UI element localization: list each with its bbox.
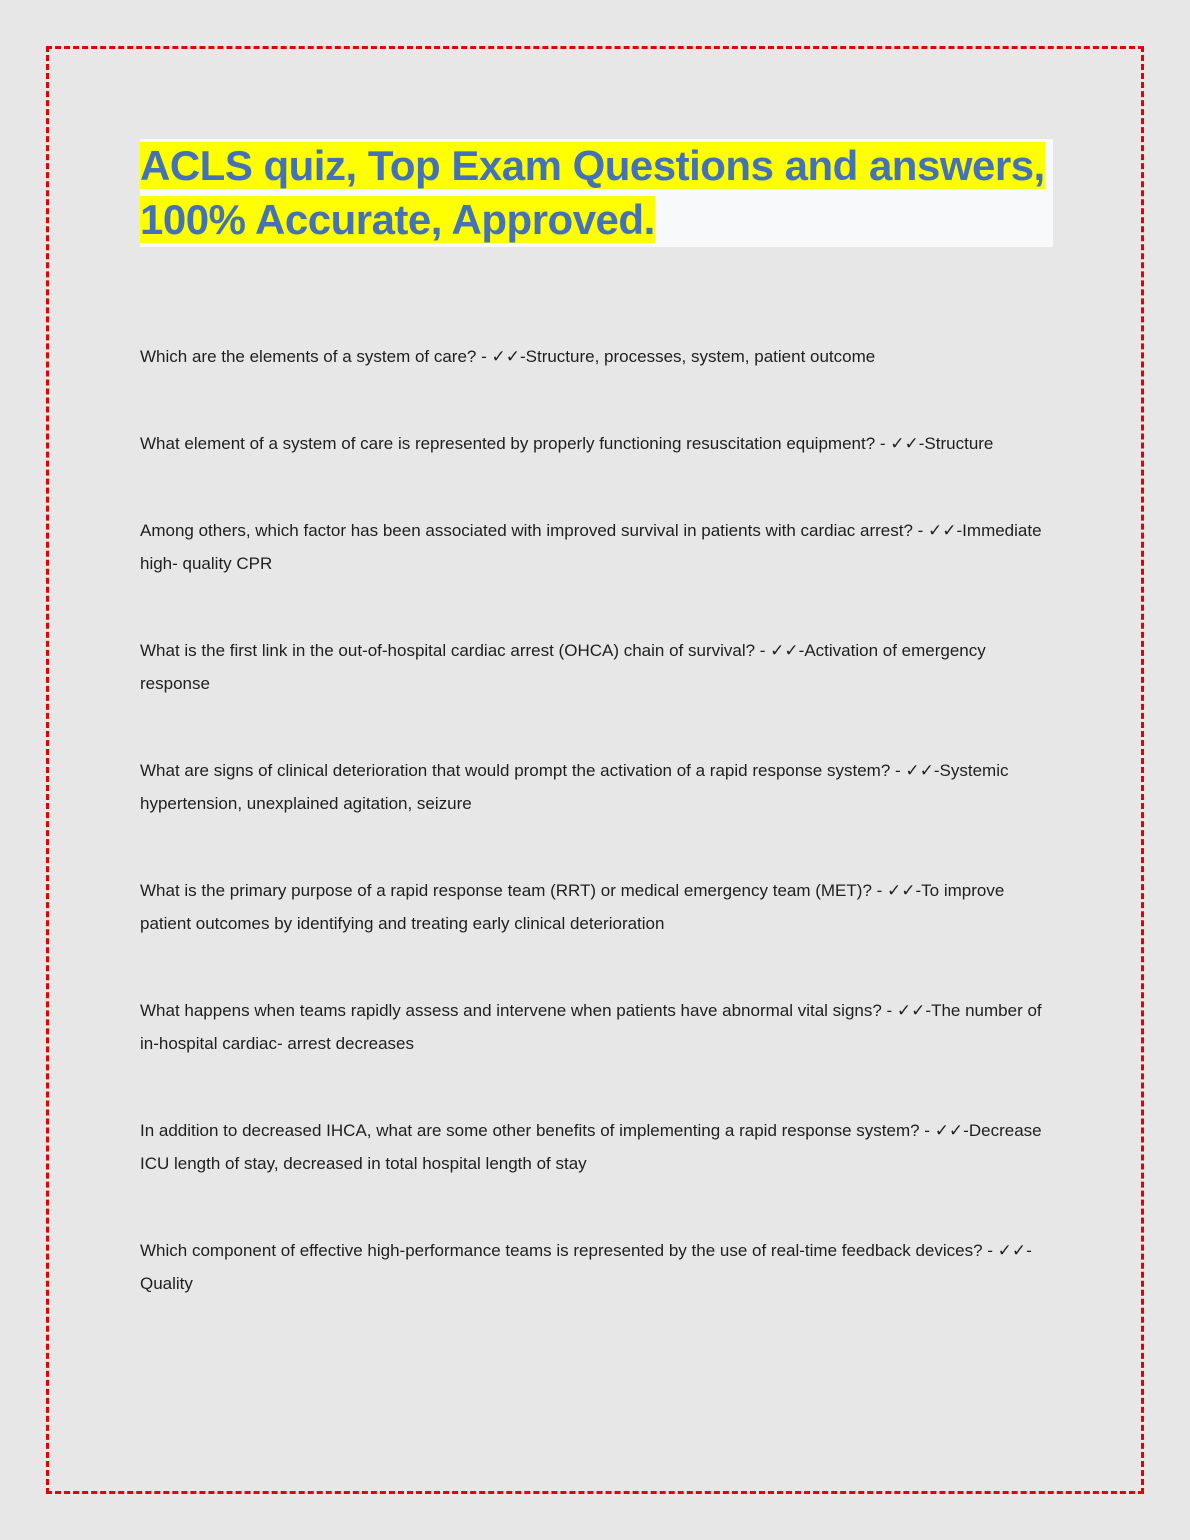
- title-highlight: ACLS quiz, Top Exam Questions and answers, 100% Accurate, Approved.: [140, 142, 1045, 243]
- title-block: [140, 139, 1053, 247]
- qa-paragraph: In addition to decreased IHCA, what are some other benefits of implementing a rapid response system? - ✓✓-Decrease ICU length of stay, decreased in total hospital length of stay: [140, 1121, 1042, 1173]
- qa-paragraph: What are signs of clinical deterioration that would prompt the activation of a rapid response system? - ✓✓-Systemic hypertension, unexplained agitation, seizure: [140, 761, 1009, 813]
- page-title: [140, 139, 1053, 247]
- qa-paragraph: Which component of effective high-performance teams is represented by the use of real-time feedback devices? - ✓✓-Quality: [140, 1241, 1032, 1293]
- qa-paragraph: What is the first link in the out-of-hospital cardiac arrest (OHCA) chain of survival? - ✓✓-Activation of emergency response: [140, 641, 986, 693]
- qa-paragraph: Among others, which factor has been associated with improved survival in patients with cardiac arrest? - ✓✓-Immediate high- quality CPR: [140, 521, 1042, 573]
- qa-paragraph: What is the primary purpose of a rapid response team (RRT) or medical emergency team (MET)? - ✓✓-To improve patient outcomes by identifying and treating early clinical deterioration: [140, 881, 1005, 933]
- document-content: [140, 139, 1053, 1354]
- qa-paragraph: What happens when teams rapidly assess and intervene when patients have abnormal vital signs? - ✓✓-The number of in-hospital cardiac- arrest decreases: [140, 1001, 1042, 1053]
- qa-paragraph: What element of a system of care is represented by properly functioning resuscitation equipment? - ✓✓-Structure: [140, 434, 994, 453]
- qa-paragraph: Which are the elements of a system of care? - ✓✓-Structure, processes, system, patient outcome: [140, 347, 876, 366]
